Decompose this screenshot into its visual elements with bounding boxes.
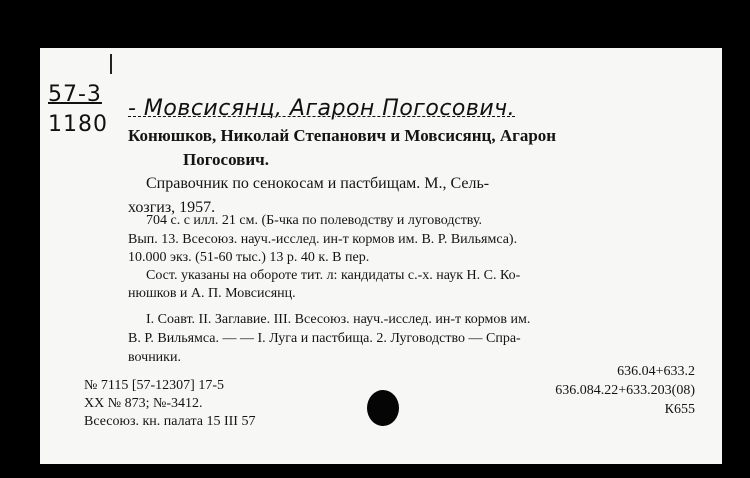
author-heading-line-2: Погосович. [183, 150, 269, 169]
title-line-2: хозгиз, 1957. [128, 199, 216, 216]
author-heading-line-1: Конюшков, Николай Степанович и Мовсисянц, Агарон [128, 126, 557, 145]
footer-left-line-3: Всесоюз. кн. палата 15 III 57 [84, 414, 256, 429]
title-line-1: Справочник по сенокосам и пастбищам. М., Сель- [146, 175, 490, 192]
tracing-line-1: I. Соавт. II. Заглавие. III. Всесоюз. науч.-исслед. ин-т кормов им. [146, 312, 531, 327]
handwritten-author-heading: - Мовсисянц, Агарон Погосович. [128, 96, 516, 121]
classification-line-1: 636.04+633.2 [617, 364, 695, 379]
note-line-1: Сост. указаны на обороте тит. л: кандидаты с.-х. наук Н. С. Ко- [146, 268, 521, 283]
description-line-2: Вып. 13. Всесоюз. науч.-исслед. ин-т кормов им. В. Р. Вильямса). [128, 232, 518, 247]
tracing-line-2: В. Р. Вильямса. — — I. Луга и пастбища. 2. Луговодство — Спра- [128, 331, 521, 346]
tracing-line-3: вочники. [128, 350, 181, 365]
description-line-1: 704 с. с илл. 21 см. (Б-чка по полеводству и луговодству. [146, 213, 483, 228]
author-mark: К655 [664, 402, 695, 417]
description-line-3: 10.000 экз. (51-60 тыс.) 13 р. 40 к. В пер. [128, 250, 370, 265]
classification-line-2: 636.084.22+633.203(08) [555, 383, 695, 398]
footer-left-line-1: № 7115 [57-12307] 17-5 [84, 378, 224, 393]
footer-left-line-2: XX № 873; №-3412. [84, 396, 203, 411]
note-line-2: нюшков и А. П. Мовсисянц. [128, 286, 296, 301]
card-punch-hole [367, 390, 399, 426]
shelfmark-bottom: 1180 [48, 112, 108, 137]
card-corner-mark [110, 54, 120, 74]
shelfmark-top: 57-3 [48, 82, 102, 107]
